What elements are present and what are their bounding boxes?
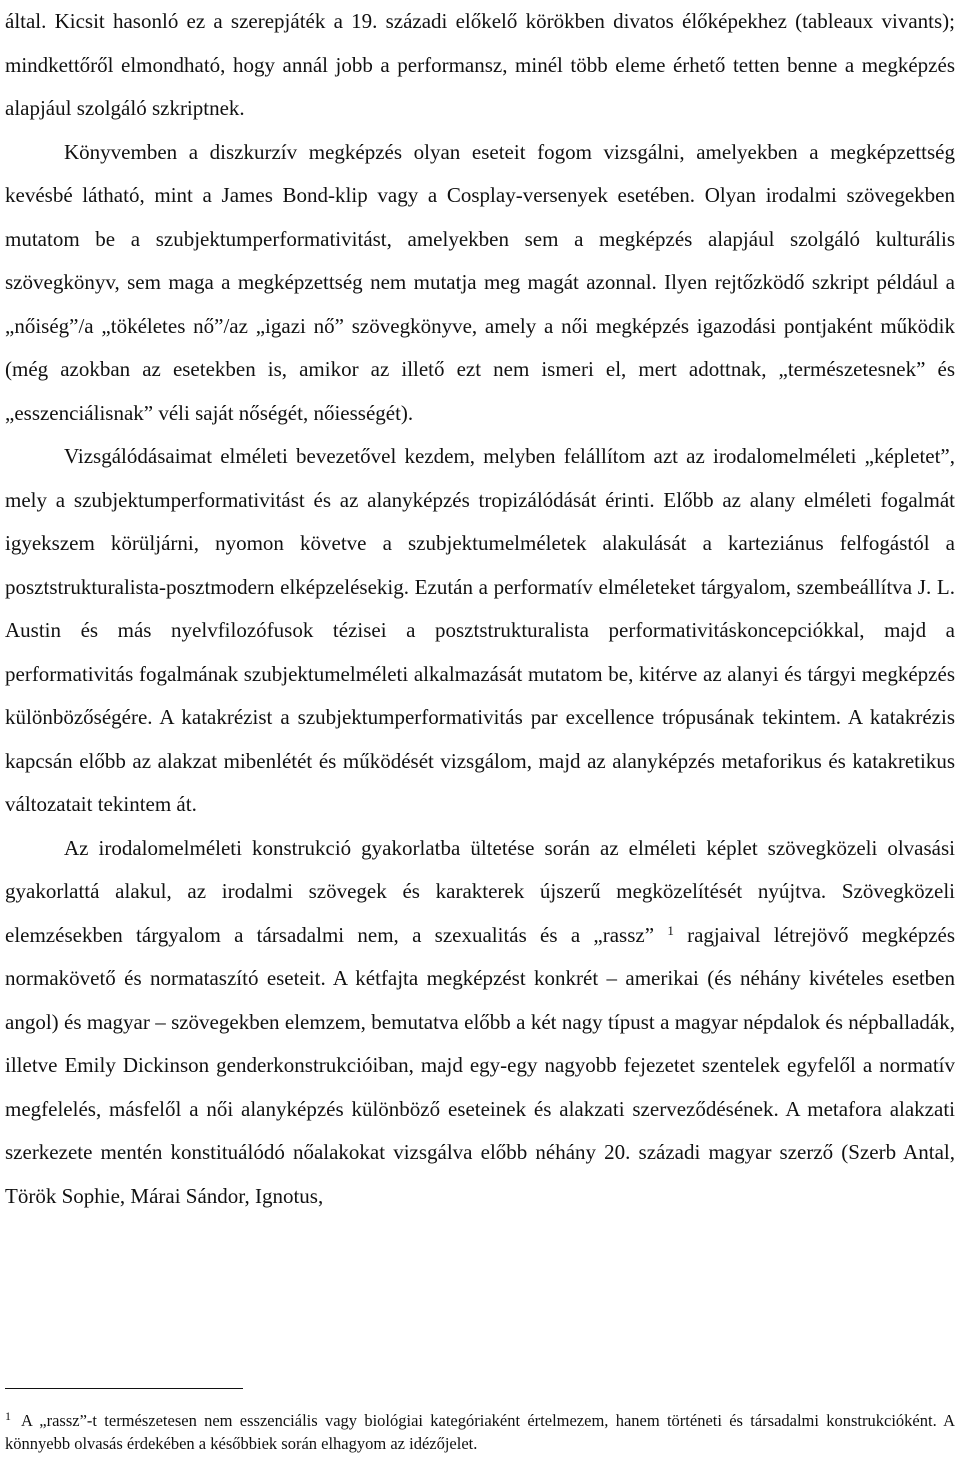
paragraph-3: Vizsgálódásaimat elméleti bevezetővel kezdem, melyben felállítom azt az irodalomelméleti „képletet”, mely a szubjektumperformativitást és az alanyképzés tropizálódását érinti. Előbb az alany elméleti fogalmát igyekszem körüljárni, nyomon követve a szubjektumelméletek alakulását a karteziánus felfogástól a posztstrukturalista-posztmodern elképzelésekig. Ezután a performatív elméleteket tárgyalom, szembeállítva J. L. Austin és más nyelvfilozófusok tézisei a posztstrukturalista performativitáskoncepciókkal, majd a performativitás fogalmának szubjektumelméleti alkalmazását mutatom be, kitérve az alanyi és tárgyi megképzés különbözőségére. A katakrézist a szubjektumperformativitás par excellence trópusának tekintem. A katakrézis kapcsán előbb az alakzat mibenlétét és működését vizsgálom, majd az alanyképzés metaforikus és katakretikus változatait tekintem át. <box>5 444 955 816</box>
paragraph-4 <box>5 827 955 1219</box>
paragraph-4-text: Az irodalomelméleti konstrukció gyakorlatba ültetése során az elméleti képlet szövegközeli olvasási gyakorlattá alakul, az irodalmi szövegek és karakterek újszerű megközelítését nyújtva. Szövegközeli elemzésekben tárgyalom a társadalmi nem, a szexualitás és a „rassz” <box>5 835 955 947</box>
paragraph-4-continuation: ragjaival létrejövő megképzés normakövető és normataszító eseteit. A kétfajta megképzést konkrét – amerikai (és néhány kivételes esetben angol) és magyar – szövegekben elemzem, bemutatva előbb a két nagy típust a magyar népdalok és népballadák, illetve Emily Dickinson genderkonstrukcióiban, majd egy-egy nagyobb fejezetet szentelek egyfelől a normatív megfelelés, másfelől a női alanyképzés különböző eseteinek és alakzati szerveződésének. A metafora alakzati szerkezete mentén konstituálódó nőalakokat vizsgálva előbb néhány 20. századi magyar szerző (Szerb Antal, Török Sophie, Márai Sándor, Ignotus, <box>5 922 956 1208</box>
footnote-number: 1 <box>5 1409 11 1423</box>
paragraph-2: Könyvemben a diszkurzív megképzés olyan eseteit fogom vizsgálni, amelyekben a megképzettség kevésbé látható, mint a James Bond-klip vagy a Cosplay-versenyek esetében. Olyan irodalmi szövegekben mutatom be a szubjektumperformativitást, amelyekben sem a megképzés alapjául szolgáló kulturális szövegkönyv, sem maga a megképzettség nem mutatja meg magát azonnal. Ilyen rejtőzködő szkript például a „nőiség”/a „tökéletes nő”/az „igazi nő” szövegkönyve, amely a női megképzés igazodási pontjaként működik (még azokban az esetekben is, amikor az illető ezt nem ismeri el, mert adottnak, „természetesnek” és „esszenciálisnak” véli saját nőségét, nőiességét). <box>5 139 955 425</box>
paragraph-1: által. Kicsit hasonló ez a szerepjáték a 19. századi előkelő körökben divatos élőképekhez (tableaux vivants); mindkettőről elmondható, hogy annál jobb a performansz, minél több eleme érhető tetten benne a megképzés alapjául szolgáló szkriptnek. <box>5 9 955 120</box>
footnote-text: A „rassz”-t természetesen nem esszenciális vagy biológiai kategóriaként értelmezem, hanem történeti és társadalmi konstrukcióként. A könnyebb olvasás érdekében a későbbiek során elhagyom az idézőjelet. <box>5 1411 955 1453</box>
footnote-separator <box>5 1388 243 1389</box>
footnote-marker: 1 <box>667 922 674 938</box>
footnote <box>5 1405 955 1455</box>
body-text <box>5 0 955 1218</box>
